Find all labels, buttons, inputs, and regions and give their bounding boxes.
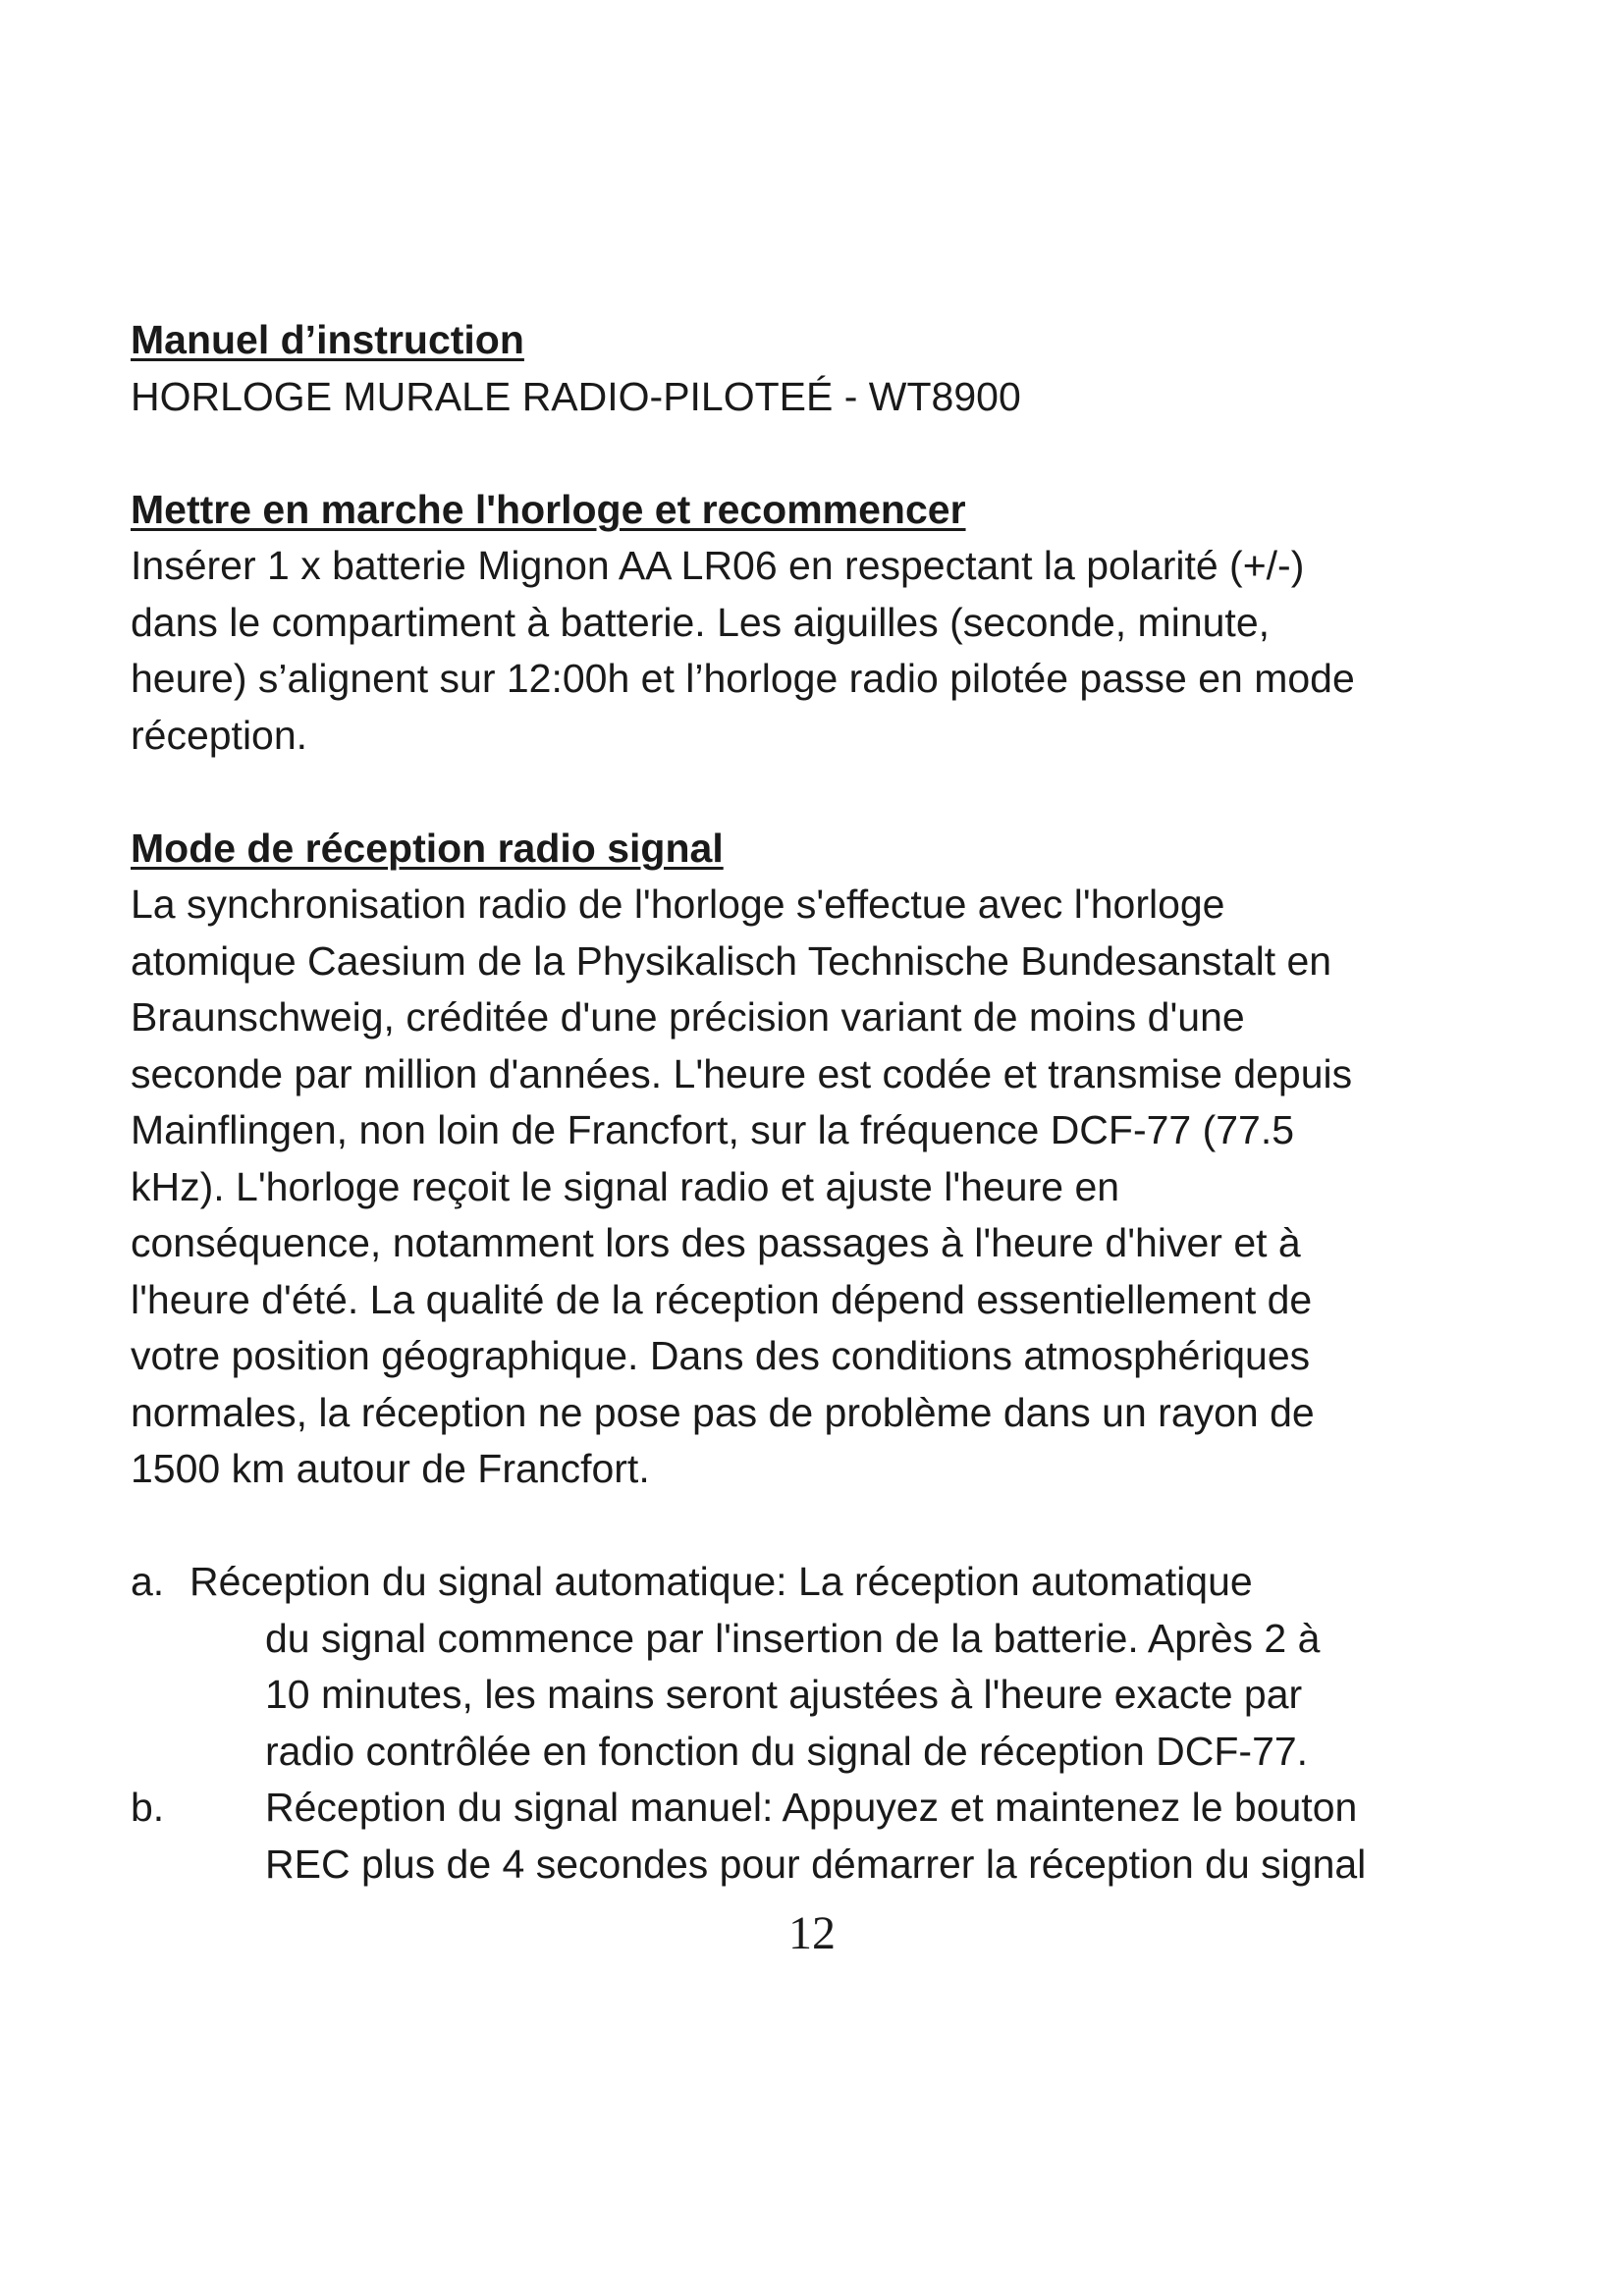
paragraph-line: l'heure d'été. La qualité de la réception dépend essentiellement de <box>131 1276 1313 1322</box>
list-item-b-first-line <box>131 1780 1525 1837</box>
document-title: Manuel d’instruction <box>131 317 524 362</box>
spacer <box>131 1498 1525 1555</box>
paragraph-line: votre position géographique. Dans des conditions atmosphériques <box>131 1333 1311 1378</box>
list-item-b <box>131 1780 1525 1893</box>
product-name: HORLOGE MURALE RADIO-PILOTEÉ - WT8900 <box>131 373 1021 419</box>
list-item-line: REC plus de 4 secondes pour démarrer la réception du signal <box>265 1841 1367 1887</box>
paragraph-line: Insérer 1 x batterie Mignon AA LR06 en respectant la polarité (+/-) <box>131 543 1305 588</box>
paragraph-line: conséquence, notamment lors des passages à l'heure d'hiver et à <box>131 1220 1301 1265</box>
paragraph-line: normales, la réception ne pose pas de problème dans un rayon de <box>131 1389 1315 1435</box>
spacer <box>131 764 1525 821</box>
spacer <box>131 425 1525 482</box>
section-heading-start: Mettre en marche l'horloge et recommencer <box>131 486 966 532</box>
list-item-a-text: Réception du signal automatique: La réception automatique <box>189 1559 1253 1604</box>
paragraph-line: Mainflingen, non loin de Francfort, sur la fréquence DCF-77 (77.5 <box>131 1107 1295 1152</box>
paragraph-line: Braunschweig, créditée d'une précision variant de moins d'une <box>131 994 1245 1040</box>
paragraph-line: kHz). L'horloge reçoit le signal radio et ajuste l'heure en <box>131 1163 1120 1209</box>
document-page <box>131 312 1525 1893</box>
section-heading-reception: Mode de réception radio signal <box>131 825 724 871</box>
paragraph-line: seconde par million d'années. L'heure est codée et transmise depuis <box>131 1050 1353 1096</box>
paragraph-line: La synchronisation radio de l'horloge s'effectue avec l'horloge <box>131 881 1225 927</box>
list-marker-a: a. <box>131 1559 165 1604</box>
list-marker-b: b. <box>131 1785 165 1830</box>
paragraph-line: 1500 km autour de Francfort. <box>131 1446 650 1491</box>
paragraph-line: réception. <box>131 712 308 758</box>
page-number: 12 <box>788 1907 836 1959</box>
list-item-a <box>131 1554 1525 1780</box>
list-item-a-first-line <box>131 1554 1525 1611</box>
list-item-b-text: Réception du signal manuel: Appuyez et maintenez le bouton <box>265 1785 1358 1830</box>
paragraph-line: atomique Caesium de la Physikalisch Technische Bundesanstalt en <box>131 937 1332 984</box>
list-item-line: radio contrôlée en fonction du signal de réception DCF-77. <box>265 1728 1309 1774</box>
paragraph-line: dans le compartiment à batterie. Les aiguilles (seconde, minute, <box>131 599 1271 645</box>
list-item-line: du signal commence par l'insertion de la batterie. Après 2 à <box>265 1615 1321 1661</box>
paragraph-line: heure) s’alignent sur 12:00h et l’horloge radio pilotée passe en mode <box>131 656 1355 701</box>
list-item-line: 10 minutes, les mains seront ajustées à l'heure exacte par <box>265 1672 1303 1717</box>
